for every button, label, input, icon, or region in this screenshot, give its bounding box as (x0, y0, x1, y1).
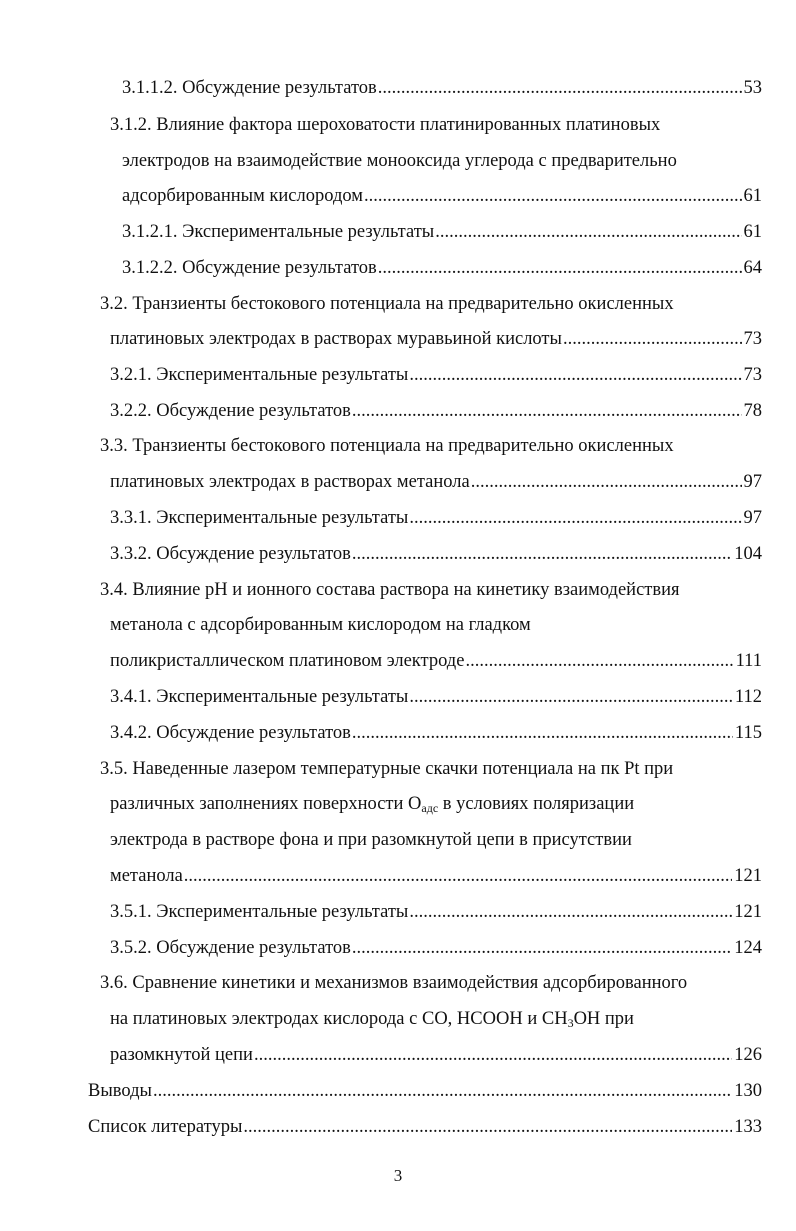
toc-entry[interactable] (110, 327, 762, 351)
toc-entry[interactable] (122, 256, 762, 280)
dot-leader (153, 1079, 732, 1103)
title-text: на платиновых электродах кислорода с CO, HCOOH и CH (110, 1009, 568, 1029)
toc-entry-title: 3.3.2. Обсуждение результатов (110, 544, 351, 564)
toc-entry-title: 3.1.1.2. Обсуждение результатов (122, 78, 377, 98)
toc-entry[interactable] (110, 399, 762, 423)
subscript-text: адс (421, 801, 439, 815)
toc-entry-title: 3.4.1. Экспериментальные результаты (110, 687, 409, 707)
dot-leader (409, 363, 741, 387)
toc-entry-title: 3.5.1. Экспериментальные результаты (110, 902, 409, 922)
toc-entry[interactable] (88, 1079, 762, 1103)
toc-entry[interactable] (122, 184, 762, 208)
toc-entry-title: Выводы (88, 1081, 152, 1101)
toc-entry-title-line (110, 792, 634, 816)
subscript-text: 3 (567, 1016, 574, 1030)
toc-entry-title-line: электрода в растворе фона и при разомкнутой цепи в присутствии (110, 830, 632, 850)
toc-entry-title: метанола (110, 866, 183, 886)
toc-entry-page: 97 (743, 508, 762, 528)
toc-entry[interactable] (122, 220, 762, 244)
toc-entry[interactable] (110, 936, 762, 960)
toc-entry-page: 130 (734, 1081, 762, 1101)
toc-entry-page: 78 (743, 401, 762, 421)
title-text: различных заполнениях поверхности O (110, 794, 422, 814)
toc-entry-title: Список литературы (88, 1117, 243, 1137)
toc-entry-title: поликристаллическом платиновом электроде (110, 651, 465, 671)
toc-entry-title: 3.1.2.2. Обсуждение результатов (122, 258, 377, 278)
toc-entry[interactable] (110, 542, 762, 566)
dot-leader (243, 1115, 732, 1139)
dot-leader (364, 184, 742, 208)
toc-entry[interactable] (110, 864, 762, 888)
toc-entry[interactable] (110, 506, 762, 530)
toc-entry-page: 115 (734, 723, 762, 743)
toc-entry-title: платиновых электродах в растворах метанола (110, 472, 470, 492)
toc-entry-title: 3.1.2.1. Экспериментальные результаты (122, 222, 435, 242)
dot-leader (378, 76, 742, 100)
toc-entry-page: 97 (743, 472, 762, 492)
toc-entry-title-line: 3.3. Транзиенты бестокового потенциала на предварительно окисленных (100, 436, 674, 456)
toc-entry-title: 3.2.1. Экспериментальные результаты (110, 365, 409, 385)
toc-entry[interactable] (110, 470, 762, 494)
dot-leader (465, 649, 733, 673)
toc-entry-title-line: 3.4. Влияние pH и ионного состава раствора на кинетику взаимодействия (100, 580, 680, 600)
toc-entry[interactable] (110, 1043, 762, 1067)
dot-leader (409, 506, 741, 530)
toc-entry-page: 73 (743, 365, 762, 385)
toc-entry-page: 121 (734, 902, 762, 922)
title-text: в условиях поляризации (438, 794, 635, 814)
dot-leader (378, 256, 742, 280)
toc-entry-page: 61 (743, 222, 762, 242)
toc-entry-title: 3.2.2. Обсуждение результатов (110, 401, 351, 421)
dot-leader (435, 220, 741, 244)
dot-leader (352, 936, 732, 960)
toc-entry-page: 53 (743, 78, 762, 98)
dot-leader (352, 721, 733, 745)
toc-entry-page: 111 (735, 651, 762, 671)
toc-entry-title-line: 3.1.2. Влияние фактора шероховатости платинированных платиновых (110, 115, 661, 135)
toc-entry-page: 124 (734, 938, 762, 958)
dot-leader (563, 327, 742, 351)
toc-entry[interactable] (110, 900, 762, 924)
toc-entry-page: 126 (734, 1045, 762, 1065)
toc-entry-title: 3.3.1. Экспериментальные результаты (110, 508, 409, 528)
toc-entry-title-line: 3.2. Транзиенты бестокового потенциала на предварительно окисленных (100, 294, 674, 314)
toc-entry[interactable] (122, 76, 762, 100)
toc-entry-title: разомкнутой цепи (110, 1045, 253, 1065)
dot-leader (352, 399, 742, 423)
title-text: OH при (573, 1009, 634, 1029)
toc-entry-title-line: электродов на взаимодействие монооксида углерода с предварительно (122, 151, 677, 171)
toc-entry-title: 3.4.2. Обсуждение результатов (110, 723, 351, 743)
dot-leader (471, 470, 742, 494)
toc-entry-title-line (110, 1007, 634, 1031)
toc-entry[interactable] (110, 685, 762, 709)
toc-entry[interactable] (88, 1115, 762, 1139)
page-number: 3 (393, 1166, 403, 1185)
toc-entry-title-line: 3.5. Наведенные лазером температурные скачки потенциала на пк Pt при (100, 759, 674, 779)
toc-entry-page: 112 (734, 687, 762, 707)
toc-entry-title: адсорбированным кислородом (122, 186, 363, 206)
toc-entry-page: 61 (743, 186, 762, 206)
dot-leader (184, 864, 732, 888)
toc-entry-page: 133 (734, 1117, 762, 1137)
toc-entry-page: 104 (734, 544, 762, 564)
toc-entry-page: 121 (734, 866, 762, 886)
toc-entry[interactable] (110, 721, 762, 745)
toc-entry-title-line: метанола с адсорбированным кислородом на гладком (110, 615, 531, 635)
dot-leader (254, 1043, 732, 1067)
toc-entry-title: платиновых электродах в растворах муравьиной кислоты (110, 329, 562, 349)
toc-entry-title-line: 3.6. Сравнение кинетики и механизмов взаимодействия адсорбированного (100, 973, 688, 993)
dot-leader (352, 542, 732, 566)
dot-leader (409, 900, 732, 924)
toc-entry-title: 3.5.2. Обсуждение результатов (110, 938, 351, 958)
dot-leader (409, 685, 733, 709)
toc-entry[interactable] (110, 363, 762, 387)
toc-entry[interactable] (110, 649, 762, 673)
toc-entry-page: 73 (743, 329, 762, 349)
toc-entry-page: 64 (743, 258, 762, 278)
